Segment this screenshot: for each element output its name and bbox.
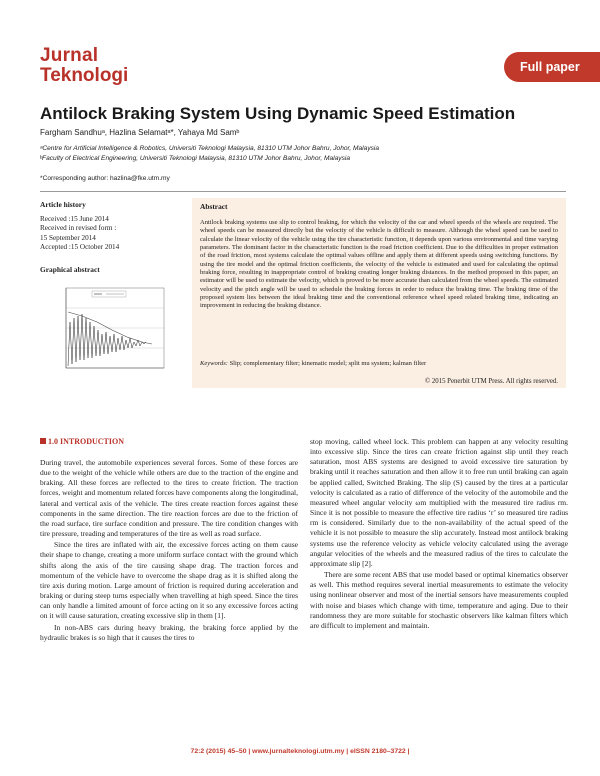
paper-title: Antilock Braking System Using Dynamic Speed Estimation [40, 104, 516, 123]
abstract-panel [192, 198, 566, 388]
history-line: Received :15 June 2014 [40, 215, 109, 223]
keywords-label: Keywords: [200, 360, 228, 367]
section-square-icon [40, 438, 46, 444]
graphical-abstract-figure [52, 282, 170, 382]
corresponding-author: *Corresponding author: hazlina@fke.utm.my [40, 175, 170, 182]
logo-line-2: Teknologi [40, 65, 129, 86]
page-footer: 72:2 (2015) 45–50 | www.jurnalteknologi.utm.my | eISSN 2180–3722 | [190, 748, 410, 755]
body-paragraph: In non-ABS cars during heavy braking, the braking force applied by the hydraulic brakes is so high that it causes the tires to [40, 622, 298, 642]
body-paragraph: Since the tires are inflated with air, the excessive forces acting on them cause their shape to change, creating a more uniform surface contact with the ground which shifts along the axis of the tire causing shape drag. The traction forces and momentum of the vehicle have to overcome the shape drag as it is shifted along the tire axis during motion. Large amount of friction is required during acceleration and braking or during steep turns especially when travelling at high speed. Since the tires can only handle a limited amount of force acting on it so any excessive forces acting on it will cause saturation, creating excessive slip in them [1]. [40, 540, 298, 621]
history-line: 15 September 2014 [40, 233, 96, 242]
journal-logo [40, 46, 128, 85]
body-column-right [310, 437, 568, 631]
graphical-abstract-heading: Graphical abstract [40, 264, 100, 274]
copyright-notice: © 2015 Penerbit UTM Press. All rights reserved. [425, 378, 558, 385]
history-line: Accepted :15 October 2014 [40, 243, 120, 252]
affiliation-a: ᵃCentre for Artificial Intelligence & Robotics, Universiti Teknologi Malaysia, 81310 UTM Johor Bahru, Johor, Malaysia [40, 145, 380, 152]
author-list: Fargham Sandhuᵃ, Hazlina Selamatᵃ*, Yahaya Md Samᵇ [40, 128, 240, 137]
section-heading [40, 437, 124, 446]
history-line: Received in revised form : [40, 224, 117, 233]
body-column-left [40, 458, 298, 643]
section-heading-text: 1.0 INTRODUCTION [48, 437, 125, 446]
article-sidebar [40, 200, 180, 280]
keywords-list: Slip; complementary filter; kinematic model; split mu system; kalman filter [227, 360, 427, 367]
abstract-text: Antilock braking systems use slip to control braking, for which the velocity of the car and wheel speeds of the wheels are required. The wheel speeds can be measured directly but the velocity of the vehicle is difficult to measure. Although the wheel speed can be used to calculate the linear velocity of the vehicle using the tire characteristic function, it depends upon various environmental and time varying parameters. The dominant factor in the characteristic function is the road friction coefficient. Due to the difficulties in proper estimation of the road friction, most systems calculate the optimal values offline and apply them at different speeds using switching functions. By using the tire model and the optimal friction coefficients, the velocity of the vehicle is estimated and used for calculating the optimal braking force, resulting in inappropriate control of braking creating longer braking distances. In the method proposed in this paper, an estimator will be used to estimate the velocity, which is proved to be more accurate than calculated from the wheel speeds. The estimated velocity and the pitch angle will be used to schedule the braking forces in order to reduce the braking time. The braking time of the proposed system lies between the ideal braking time and the conventional reference wheel speed related braking time, indicating an improvement in reducing the braking distance. [200, 219, 558, 310]
article-history-heading: Article history [40, 200, 86, 209]
full-paper-badge: Full paper [504, 52, 600, 82]
body-paragraph: During travel, the automobile experiences several forces. Some of these forces are due to the weight of the vehicle while others are due to the traction of the engine and braking. All these forces are reflected to the tires to create friction. The traction forces, weight and momentum related forces have components along the longitudinal, lateral and vertical axis of the vehicle. The tires create reaction forces against these components in the same direction. The tire reaction forces are due to the friction of the road surface, tire surface condition and pressure. The tire condition changes with tire pressure, treading and temperatures of the tire as well as road surface. [40, 458, 298, 539]
affiliation-b: ᵇFaculty of Electrical Engineering, Universiti Teknologi Malaysia, 81310 UTM Johor Bahru, Johor, Malaysia [40, 155, 351, 162]
logo-line-1: Jurnal [40, 45, 99, 66]
body-paragraph: There are some recent ABS that use model based or optimal kinematics observer as well. This method requires several inertial measurements to estimate the velocity using nonlinear observer and most of the inertial sensors have measurements coupled with noise and biases which change with time, temperature and aging. Due to their randomness they are more suitable for stochastic observers like kalman filters which are difficult to implement and maintain. [310, 570, 568, 630]
header-divider [40, 191, 566, 192]
body-paragraph: stop moving, called wheel lock. This problem can happen at any velocity resulting into excessive slip. Since the tires can create friction against slip until they reach saturation, most ABS systems are designed to avoid excessive tire saturation by braking until it reaches saturation and then allow it to free run until braking can again be applied called, Switched Braking. The slip (S) caused by the tires at a particular velocity is calculated as a ratio of difference of the velocity of the automobile and the measured wheel angular velocity ωm multiplied with the measured tire radius rm. Since it is not possible to measure the effective tire radius ‘r’ so measured tire radius rm is considered. Similarly due to the non-availability of the actual speed of the vehicle it is not possible to measure the slip accurately. Instead most antilock braking systems use the reference velocity as vehicle velocity calculated using the average angular velocities of the wheels and the measured radius of the tires to calculate the approximate slip [2]. [310, 437, 568, 568]
keywords [200, 360, 558, 367]
abstract-heading: Abstract [200, 202, 228, 211]
